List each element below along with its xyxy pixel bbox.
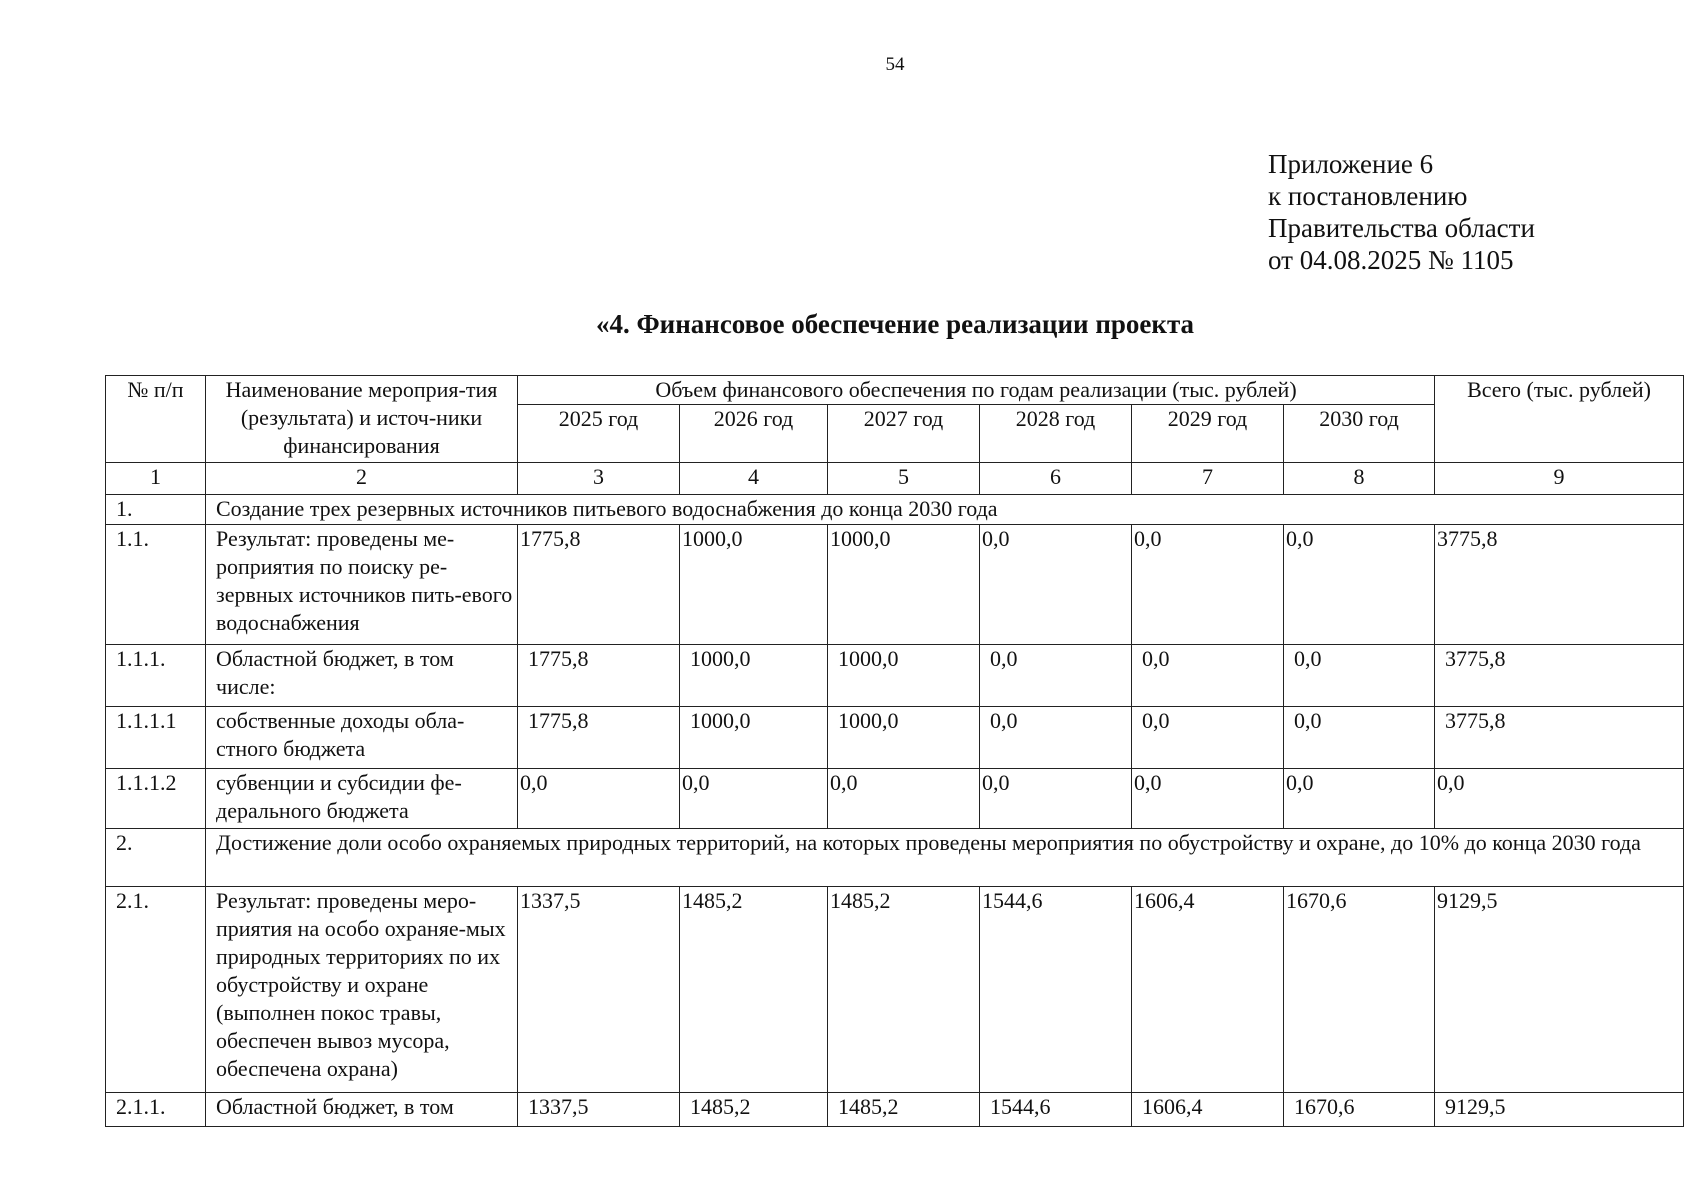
financing-table <box>105 375 1684 1127</box>
section-row <box>106 829 1684 887</box>
column-number: 6 <box>980 463 1132 495</box>
row-name: субвенции и субсидии фе-дерального бюджета <box>206 769 518 829</box>
year-value: 1337,5 <box>518 1093 680 1127</box>
column-number: 9 <box>1435 463 1684 495</box>
section-name: Достижение доли особо охраняемых природных территорий, на которых проведены мероприятия по обустройству и охране, до 10% до конца 2030 года <box>206 829 1684 887</box>
row-number: 1.1.1.1 <box>106 707 206 769</box>
year-value: 0,0 <box>1284 645 1435 707</box>
year-value: 0,0 <box>828 769 980 829</box>
header-year: 2030 год <box>1284 405 1435 463</box>
header-volume: Объем финансового обеспечения по годам реализации (тыс. рублей) <box>518 376 1435 405</box>
year-value: 0,0 <box>980 525 1132 645</box>
table-row <box>106 525 1684 645</box>
table-row <box>106 707 1684 769</box>
year-value: 0,0 <box>1132 707 1284 769</box>
row-name: Областной бюджет, в том числе: <box>206 645 518 707</box>
total-value: 3775,8 <box>1435 525 1684 645</box>
row-number: 2. <box>106 829 206 887</box>
appendix-line: от 04.08.2025 № 1105 <box>1268 245 1514 275</box>
year-value: 0,0 <box>680 769 828 829</box>
year-value: 1544,6 <box>980 1093 1132 1127</box>
section-row <box>106 495 1684 525</box>
column-number: 4 <box>680 463 828 495</box>
row-number: 1.1.1.2 <box>106 769 206 829</box>
total-value: 3775,8 <box>1435 645 1684 707</box>
total-value: 0,0 <box>1435 769 1684 829</box>
year-value: 0,0 <box>1284 707 1435 769</box>
total-value: 9129,5 <box>1435 887 1684 1093</box>
header-year: 2026 год <box>680 405 828 463</box>
column-number: 1 <box>106 463 206 495</box>
year-value: 0,0 <box>518 769 680 829</box>
year-value: 1670,6 <box>1284 1093 1435 1127</box>
header-total: Всего (тыс. рублей) <box>1435 376 1684 463</box>
page-number: 54 <box>885 54 905 75</box>
total-value: 3775,8 <box>1435 707 1684 769</box>
row-number: 2.1.1. <box>106 1093 206 1127</box>
year-value: 0,0 <box>1132 525 1284 645</box>
row-name: Результат: проведены меро-приятия на особо охраняе-мых природных территориях по их обустройству и охране (выполнен покос травы, обеспечен вывоз мусора, обеспечена охрана) <box>206 887 518 1093</box>
header-year: 2027 год <box>828 405 980 463</box>
year-value: 1000,0 <box>828 645 980 707</box>
year-value: 1000,0 <box>680 707 828 769</box>
table-row <box>106 887 1684 1093</box>
year-value: 1000,0 <box>680 525 828 645</box>
column-number: 5 <box>828 463 980 495</box>
total-value: 9129,5 <box>1435 1093 1684 1127</box>
appendix-block <box>1268 148 1535 276</box>
year-value: 0,0 <box>980 769 1132 829</box>
year-value: 1670,6 <box>1284 887 1435 1093</box>
table-row <box>106 1093 1684 1127</box>
year-value: 1775,8 <box>518 645 680 707</box>
header-year: 2028 год <box>980 405 1132 463</box>
year-value: 0,0 <box>1132 645 1284 707</box>
column-number: 8 <box>1284 463 1435 495</box>
year-value: 1775,8 <box>518 525 680 645</box>
header-year: 2029 год <box>1132 405 1284 463</box>
year-value: 0,0 <box>1284 525 1435 645</box>
table-row <box>106 769 1684 829</box>
year-value: 1485,2 <box>828 887 980 1093</box>
year-value: 0,0 <box>980 707 1132 769</box>
row-number: 1.1. <box>106 525 206 645</box>
header-name: Наименование мероприя-тия (результата) и источ-ники финансирования <box>206 376 518 463</box>
year-value: 1485,2 <box>680 1093 828 1127</box>
appendix-line: Правительства области <box>1268 213 1535 243</box>
year-value: 1544,6 <box>980 887 1132 1093</box>
column-number: 7 <box>1132 463 1284 495</box>
row-number: 1. <box>106 495 206 525</box>
row-number: 2.1. <box>106 887 206 1093</box>
year-value: 1606,4 <box>1132 887 1284 1093</box>
year-value: 0,0 <box>1284 769 1435 829</box>
year-value: 1775,8 <box>518 707 680 769</box>
row-name: Областной бюджет, в том <box>206 1093 518 1127</box>
row-name: собственные доходы обла-стного бюджета <box>206 707 518 769</box>
year-value: 0,0 <box>980 645 1132 707</box>
year-value: 1000,0 <box>680 645 828 707</box>
row-number: 1.1.1. <box>106 645 206 707</box>
year-value: 1485,2 <box>828 1093 980 1127</box>
column-number: 3 <box>518 463 680 495</box>
year-value: 1000,0 <box>828 707 980 769</box>
section-name: Создание трех резервных источников питьевого водоснабжения до конца 2030 года <box>206 495 1684 525</box>
year-value: 0,0 <box>1132 769 1284 829</box>
row-name: Результат: проведены ме-роприятия по поиску ре-зервных источников пить-евого водоснабжения <box>206 525 518 645</box>
year-value: 1337,5 <box>518 887 680 1093</box>
year-value: 1485,2 <box>680 887 828 1093</box>
column-number: 2 <box>206 463 518 495</box>
year-value: 1606,4 <box>1132 1093 1284 1127</box>
header-number: № п/п <box>106 376 206 463</box>
appendix-line: к постановлению <box>1268 181 1468 211</box>
year-value: 1000,0 <box>828 525 980 645</box>
header-year: 2025 год <box>518 405 680 463</box>
appendix-line: Приложение 6 <box>1268 149 1434 179</box>
section-title: «4. Финансовое обеспечение реализации проекта <box>595 309 1195 339</box>
table-row <box>106 645 1684 707</box>
